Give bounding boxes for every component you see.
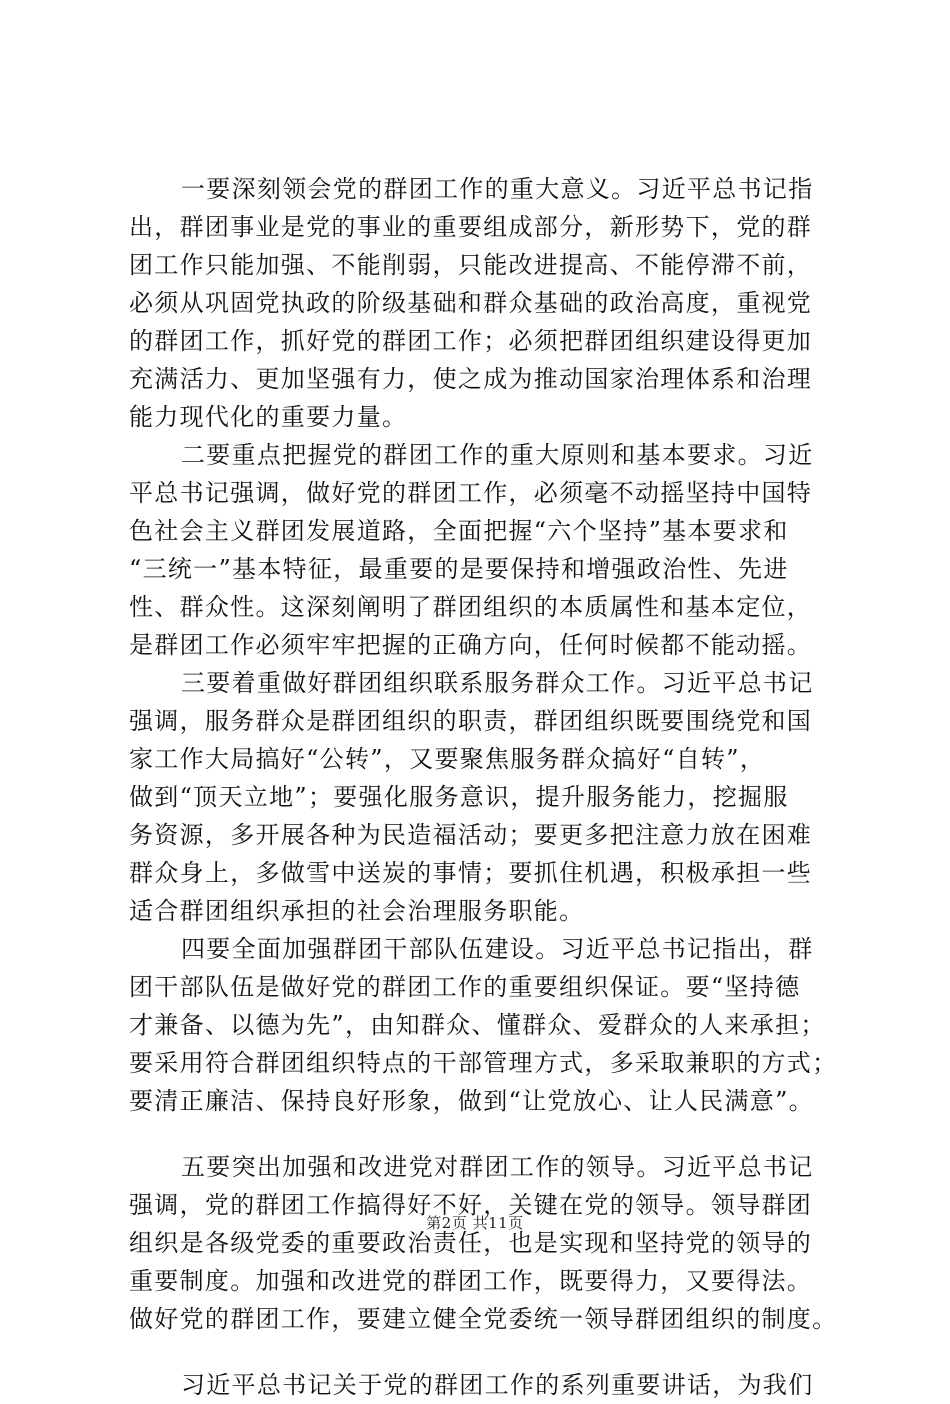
paragraph-line: 群众身上，多做雪中送炭的事情；要抓住机遇，积极承担一些 (129, 859, 813, 887)
paragraph-line: 五要突出加强和改进党对群团工作的领导。习近平总书记 (181, 1153, 814, 1181)
paragraph-line: 必须从巩固党执政的阶级基础和群众基础的政治高度，重视党 (129, 289, 813, 317)
paragraph-line: 做好党的群团工作，要建立健全党委统一领导群团组织的制度。 (129, 1305, 838, 1333)
paragraph-2 (129, 436, 829, 664)
paragraph-line: 适合群团组织承担的社会治理服务职能。 (129, 897, 585, 925)
paragraph-line: 团工作只能加强、不能削弱，只能改进提高、不能停滞不前， (129, 251, 813, 279)
paragraph-line: 家工作大局搞好“公转”，又要聚焦服务群众搞好“自转”， (129, 745, 766, 773)
paragraph-line: 三要着重做好群团组织联系服务群众工作。习近平总书记 (181, 669, 814, 697)
paragraph-line: 四要全面加强群团干部队伍建设。习近平总书记指出，群 (181, 935, 814, 963)
paragraph-6 (129, 1366, 829, 1404)
paragraph-line: 强调，服务群众是群团组织的职责，群团组织既要围绕党和国 (129, 707, 813, 735)
paragraph-line: 二要重点把握党的群团工作的重大原则和基本要求。习近 (181, 441, 814, 469)
paragraph-line: 充满活力、更加坚强有力，使之成为推动国家治理体系和治理 (129, 365, 813, 393)
paragraph-line: 色社会主义群团发展道路，全面把握“六个坚持”基本要求和 (129, 517, 789, 545)
paragraph-line: “三统一”基本特征，最重要的是要保持和增强政治性、先进 (129, 555, 789, 583)
paragraph-line: 强调，党的群团工作搞得好不好，关键在党的领导。领导群团 (129, 1191, 813, 1219)
paragraph-line: 要采用符合群团组织特点的干部管理方式，多采取兼职的方式； (129, 1049, 838, 1077)
paragraph-line: 一要深刻领会党的群团工作的重大意义。习近平总书记指 (181, 175, 814, 203)
paragraph-1 (129, 170, 829, 436)
paragraph-line: 组织是各级党委的重要政治责任，也是实现和坚持党的领导的 (129, 1229, 813, 1257)
paragraph-line: 习近平总书记关于党的群团工作的系列重要讲话，为我们 (181, 1371, 814, 1399)
paragraph-line: 能力现代化的重要力量。 (129, 403, 408, 431)
paragraph-line: 要清正廉洁、保持良好形象，做到“让党放心、让人民满意”。 (129, 1087, 814, 1115)
paragraph-line: 做到“顶天立地”；要强化服务意识，提升服务能力，挖掘服 (129, 783, 789, 811)
paragraph-line: 务资源，多开展各种为民造福活动；要更多把注意力放在困难 (129, 821, 813, 849)
paragraph-line: 平总书记强调，做好党的群团工作，必须毫不动摇坚持中国特 (129, 479, 813, 507)
paragraph-3 (129, 664, 829, 930)
paragraph-line: 重要制度。加强和改进党的群团工作，既要得力，又要得法。 (129, 1267, 813, 1295)
paragraph-4 (129, 930, 838, 1120)
paragraph-line: 性、群众性。这深刻阐明了群团组织的本质属性和基本定位， (129, 593, 813, 621)
paragraph-line: 的群团工作，抓好党的群团工作；必须把群团组织建设得更加 (129, 327, 813, 355)
paragraph-line: 是群团工作必须牢牢把握的正确方向，任何时候都不能动摇。 (129, 631, 813, 659)
paragraph-5 (129, 1148, 838, 1338)
paragraph-line: 出，群团事业是党的事业的重要组成部分，新形势下，党的群 (129, 213, 813, 241)
page-number-footer: 第2页 共11页 (426, 1214, 524, 1232)
paragraph-line: 团干部队伍是做好党的群团工作的重要组织保证。要“坚持德 (129, 973, 801, 1001)
paragraph-line: 才兼备、以德为先”，由知群众、懂群众、爱群众的人来承担； (129, 1011, 826, 1039)
